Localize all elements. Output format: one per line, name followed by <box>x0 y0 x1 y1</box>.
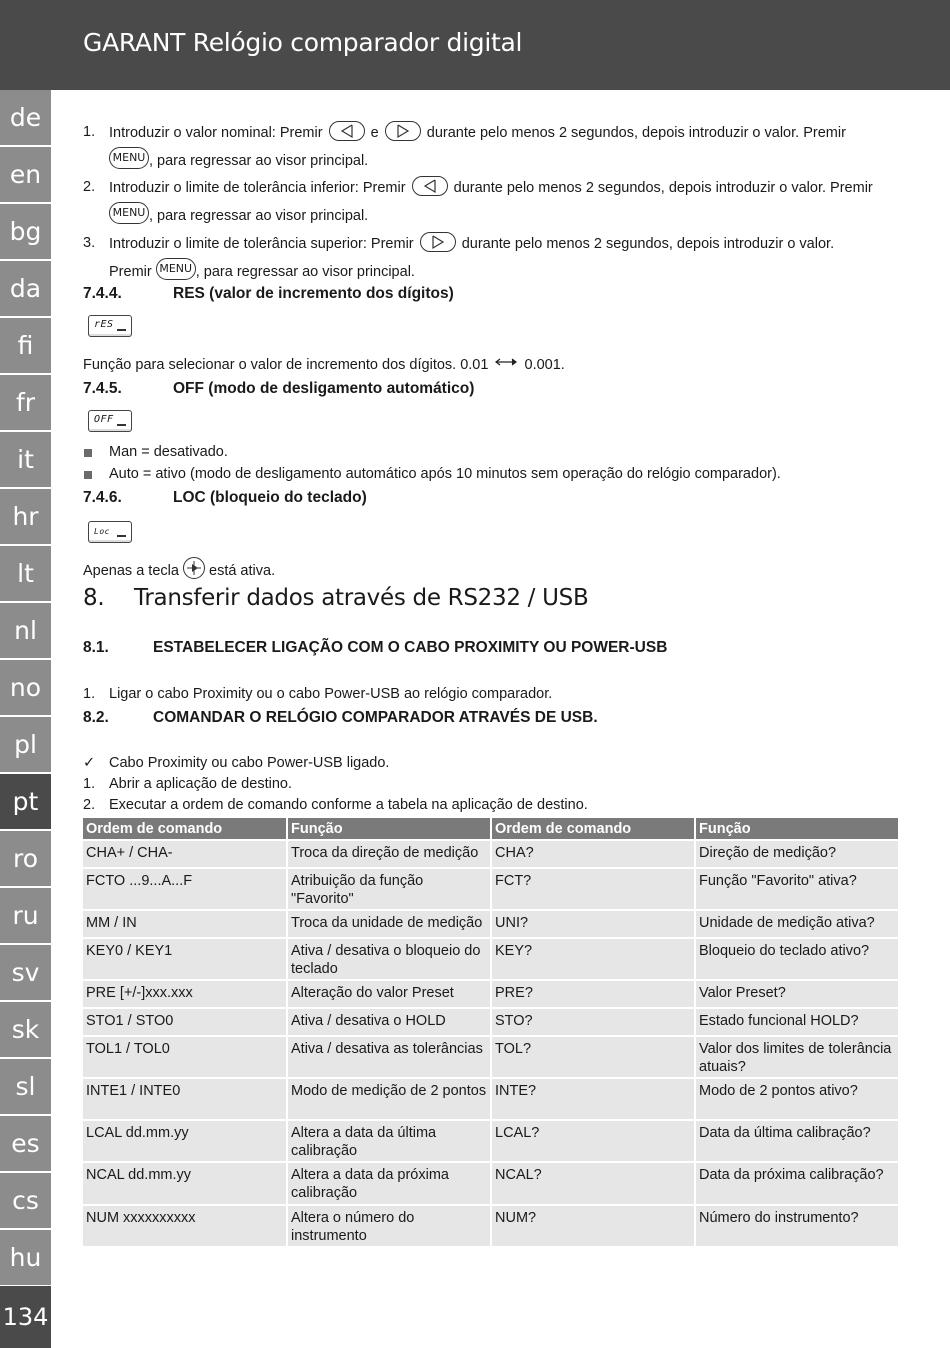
table-cell: TOL1 / TOL0 <box>83 1036 287 1078</box>
language-tab-no[interactable]: no <box>0 660 51 716</box>
step-number: 3. <box>83 235 96 251</box>
table-row <box>83 1036 898 1078</box>
table-cell: Ativa / desativa o HOLD <box>287 1008 491 1036</box>
table-cell: Ativa / desativa as tolerâncias <box>287 1036 491 1078</box>
table-cell: FCTO ...9...A...F <box>83 868 287 910</box>
step-number: 2. <box>83 797 96 813</box>
table-cell: PRE? <box>491 980 695 1008</box>
language-tab-sv[interactable]: sv <box>0 945 51 1001</box>
language-tab-en[interactable]: en <box>0 147 51 203</box>
display-text: rES <box>94 319 114 330</box>
table-cell: NCAL? <box>491 1162 695 1205</box>
display-loc-icon <box>88 521 132 543</box>
section-number: 8.2. <box>83 709 109 726</box>
paragraph-part: está ativa. <box>209 562 276 579</box>
checkmark-icon: ✓ <box>83 755 96 771</box>
table-row <box>83 1008 898 1036</box>
table-cell: Troca da direção de medição <box>287 840 491 868</box>
step-text-part: Premir <box>109 263 152 280</box>
table-cell: Atribuição da função "Favorito" <box>287 868 491 910</box>
language-tab-es[interactable]: es <box>0 1116 51 1172</box>
step-text <box>109 234 834 254</box>
table-cell: TOL? <box>491 1036 695 1078</box>
step-text-part: , para regressar ao visor principal. <box>149 207 369 224</box>
page-title: GARANT Relógio comparador digital <box>83 28 523 57</box>
step-text-part: , para regressar ao visor principal. <box>195 263 415 280</box>
language-tab-ru[interactable]: ru <box>0 888 51 944</box>
table-row <box>83 840 898 868</box>
table-row <box>83 1120 898 1162</box>
left-arrow-key-icon <box>329 121 365 141</box>
table-cell: Direção de medição? <box>695 840 898 868</box>
language-tab-lt[interactable]: lt <box>0 546 51 602</box>
table-cell: LCAL? <box>491 1120 695 1162</box>
language-tab-cs[interactable]: cs <box>0 1173 51 1229</box>
bullet-icon <box>84 471 92 479</box>
step-text-part: durante pelo menos 2 segundos, depois introduzir o valor. Premir <box>453 179 873 196</box>
table-row <box>83 868 898 910</box>
section-title: ESTABELECER LIGAÇÃO COM O CABO PROXIMITY OU POWER-USB <box>153 639 668 656</box>
language-tab-fi[interactable]: fi <box>0 318 51 374</box>
table-cell: Modo de medição de 2 pontos <box>287 1078 491 1120</box>
step-text-part: , para regressar ao visor principal. <box>149 152 369 169</box>
table-cell: Número do instrumento? <box>695 1205 898 1246</box>
step-text-part: Introduzir o limite de tolerância inferior: Premir <box>109 179 406 196</box>
table-cell: FCT? <box>491 868 695 910</box>
table-row <box>83 1205 898 1246</box>
step-text-part: durante pelo menos 2 segundos, depois introduzir o valor. <box>461 235 835 252</box>
step-text-cont <box>109 261 415 283</box>
bullet-text: Man = desativado. <box>109 444 228 460</box>
table-row <box>83 1162 898 1205</box>
table-cell: CHA? <box>491 840 695 868</box>
section-title: LOC (bloqueio do teclado) <box>173 489 367 506</box>
table-cell: MM / IN <box>83 910 287 938</box>
display-text: OFF <box>94 414 114 425</box>
paragraph-part: Função para selecionar o valor de incremento dos dígitos. 0.01 <box>83 357 489 373</box>
step-text <box>109 178 873 198</box>
language-sidebar <box>0 90 51 1348</box>
table-cell: STO1 / STO0 <box>83 1008 287 1036</box>
table-cell: LCAL dd.mm.yy <box>83 1120 287 1162</box>
language-tab-fr[interactable]: fr <box>0 375 51 431</box>
table-row <box>83 938 898 980</box>
table-cell: NUM? <box>491 1205 695 1246</box>
language-tab-bg[interactable]: bg <box>0 204 51 260</box>
table-cell: Altera a data da próxima calibração <box>287 1162 491 1205</box>
menu-key-icon: MENU <box>109 202 149 224</box>
table-cell: Troca da unidade de medição <box>287 910 491 938</box>
step-text: Ligar o cabo Proximity ou o cabo Power-USB ao relógio comparador. <box>109 686 553 702</box>
table-cell: KEY0 / KEY1 <box>83 938 287 980</box>
section-number: 8.1. <box>83 639 109 656</box>
table-cell: Função "Favorito" ativa? <box>695 868 898 910</box>
paragraph <box>83 356 565 374</box>
table-cell: Alteração do valor Preset <box>287 980 491 1008</box>
paragraph-part: 0.001. <box>524 357 565 373</box>
table-cell: Data da última calibração? <box>695 1120 898 1162</box>
table-cell: INTE? <box>491 1078 695 1120</box>
left-arrow-key-icon <box>412 176 448 196</box>
step-text-part: Introduzir o limite de tolerância superior: Premir <box>109 235 414 252</box>
menu-key-icon: MENU <box>109 147 149 169</box>
column-header: Ordem de comando <box>491 818 695 840</box>
table-cell: Unidade de medição ativa? <box>695 910 898 938</box>
table-cell: NUM xxxxxxxxxx <box>83 1205 287 1246</box>
section-number: 7.4.4. <box>83 285 122 302</box>
step-text-part: Introduzir o valor nominal: Premir <box>109 124 323 141</box>
step-text-cont <box>109 150 368 172</box>
table-row <box>83 910 898 938</box>
step-text <box>109 123 846 143</box>
language-tab-nl[interactable]: nl <box>0 603 51 659</box>
step-number: 1. <box>83 686 96 702</box>
language-tab-sk[interactable]: sk <box>0 1002 51 1058</box>
language-tab-hu[interactable]: hu <box>0 1230 51 1286</box>
table-cell: Altera a data da última calibração <box>287 1120 491 1162</box>
table-cell: CHA+ / CHA- <box>83 840 287 868</box>
right-arrow-key-icon <box>385 121 421 141</box>
section-number: 7.4.6. <box>83 489 122 506</box>
language-tab-de[interactable]: de <box>0 90 51 146</box>
section-title: COMANDAR O RELÓGIO COMPARADOR ATRAVÉS DE USB. <box>153 709 598 726</box>
language-tab-ro[interactable]: ro <box>0 831 51 887</box>
table-cell: Estado funcional HOLD? <box>695 1008 898 1036</box>
step-number: 1. <box>83 124 96 140</box>
command-table <box>83 818 898 1246</box>
page-header <box>0 0 950 90</box>
language-tab-da[interactable]: da <box>0 261 51 317</box>
double-arrow-icon <box>494 354 518 372</box>
column-header: Função <box>695 818 898 840</box>
menu-key-icon: MENU <box>156 258 196 280</box>
table-header-row <box>83 818 898 840</box>
step-text-part: durante pelo menos 2 segundos, depois introduzir o valor. Premir <box>426 124 846 141</box>
display-res-icon <box>88 315 132 337</box>
step-number: 1. <box>83 776 96 792</box>
language-tab-pl[interactable]: pl <box>0 717 51 773</box>
language-tab-sl[interactable]: sl <box>0 1059 51 1115</box>
section-title: OFF (modo de desligamento automático) <box>173 380 475 397</box>
bullet-icon <box>84 449 92 457</box>
table-cell: PRE [+/-]xxx.xxx <box>83 980 287 1008</box>
prerequisite-text: Cabo Proximity ou cabo Power-USB ligado. <box>109 755 390 771</box>
table-cell: NCAL dd.mm.yy <box>83 1162 287 1205</box>
language-tab-it[interactable]: it <box>0 432 51 488</box>
paragraph <box>83 560 275 582</box>
display-text: Loc <box>94 527 110 536</box>
column-header: Função <box>287 818 491 840</box>
step-text: Abrir a aplicação de destino. <box>109 776 292 792</box>
table-cell: Modo de 2 pontos ativo? <box>695 1078 898 1120</box>
language-tab-hr[interactable]: hr <box>0 489 51 545</box>
table-cell: Valor dos limites de tolerância atuais? <box>695 1036 898 1078</box>
column-header: Ordem de comando <box>83 818 287 840</box>
table-cell: KEY? <box>491 938 695 980</box>
language-tab-pt[interactable]: pt <box>0 774 51 830</box>
table-cell: Altera o número do instrumento <box>287 1205 491 1246</box>
chapter-number: 8. <box>83 585 105 611</box>
table-cell: Valor Preset? <box>695 980 898 1008</box>
section-title: RES (valor de incremento dos dígitos) <box>173 285 454 302</box>
table-row <box>83 980 898 1008</box>
enter-key-icon <box>183 557 205 579</box>
step-text: Executar a ordem de comando conforme a tabela na aplicação de destino. <box>109 797 588 813</box>
section-number: 7.4.5. <box>83 380 122 397</box>
step-number: 2. <box>83 179 96 195</box>
right-arrow-key-icon <box>420 232 456 252</box>
display-off-icon <box>88 410 132 432</box>
table-cell: Data da próxima calibração? <box>695 1162 898 1205</box>
step-text-cont <box>109 205 368 227</box>
table-cell: STO? <box>491 1008 695 1036</box>
chapter-title: Transferir dados através de RS232 / USB <box>134 585 589 611</box>
table-cell: INTE1 / INTE0 <box>83 1078 287 1120</box>
page-number: 134 <box>0 1286 51 1348</box>
table-cell: Bloqueio do teclado ativo? <box>695 938 898 980</box>
table-cell: Ativa / desativa o bloqueio do teclado <box>287 938 491 980</box>
table-row <box>83 1078 898 1120</box>
step-text-part: e <box>370 124 379 141</box>
table-cell: UNI? <box>491 910 695 938</box>
paragraph-part: Apenas a tecla <box>83 562 179 579</box>
bullet-text: Auto = ativo (modo de desligamento automático após 10 minutos sem operação do relógio comparador). <box>109 466 781 482</box>
